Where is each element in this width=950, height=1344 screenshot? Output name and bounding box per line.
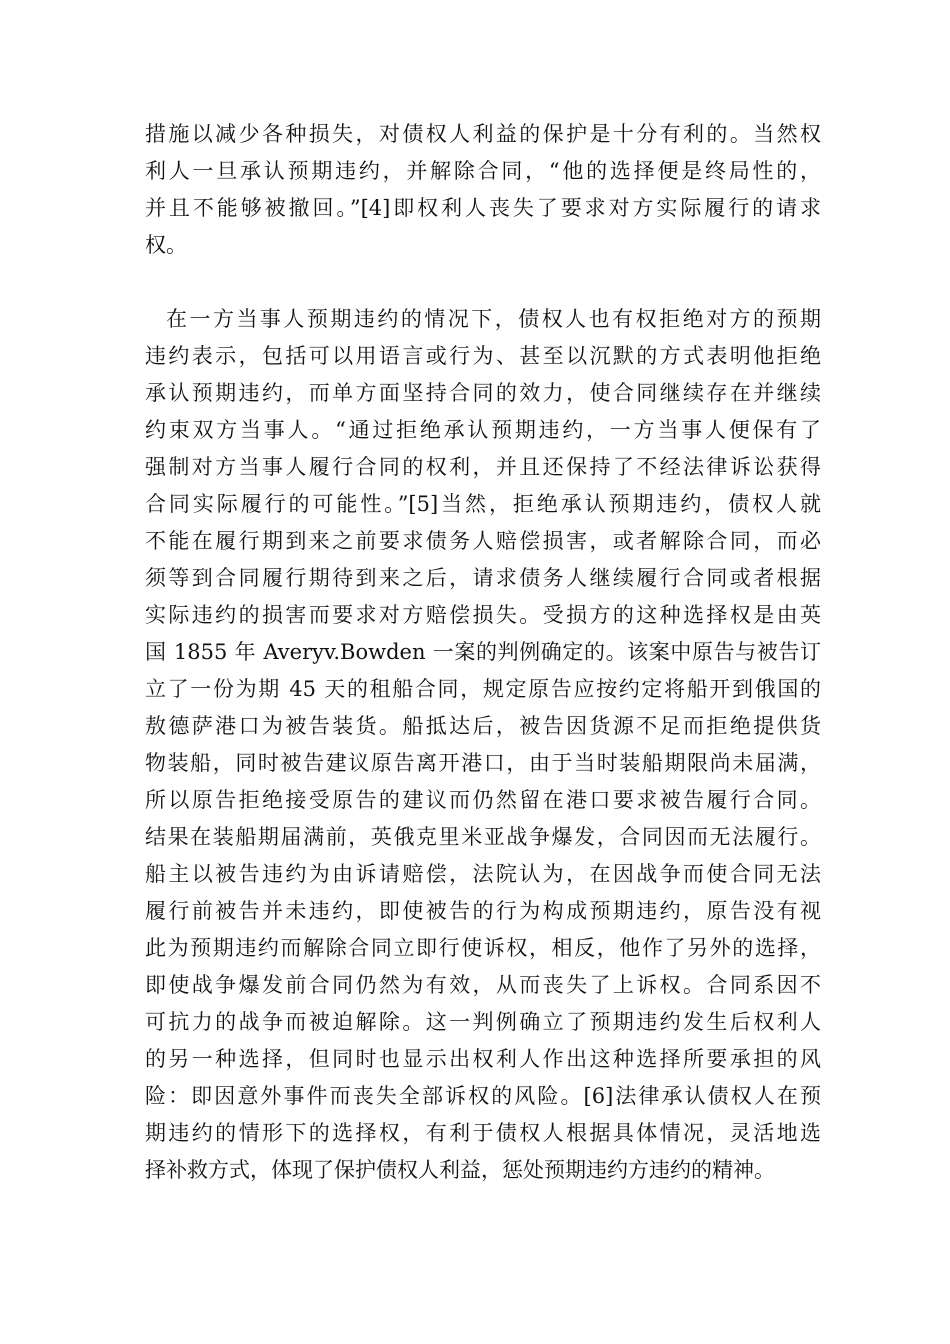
text-line: 须等到合同履行期待到来之后，请求债务人继续履行合同或者根据 [145, 566, 821, 590]
text-line: 实际违约的损害而要求对方赔偿损失。受损方的这种选择权是由英 [145, 603, 821, 627]
body-text [145, 116, 821, 1189]
text-line: 违约表示，包括可以用语言或行为、甚至以沉默的方式表明他拒绝 [145, 344, 821, 368]
text-line: 敖德萨港口为被告装货。船抵达后，被告因货源不足而拒绝提供货 [145, 714, 821, 738]
text-line: 所以原告拒绝接受原告的建议而仍然留在港口要求被告履行合同。 [145, 788, 821, 812]
text-line: 承认预期违约，而单方面坚持合同的效力，使合同继续存在并继续 [145, 381, 821, 405]
text-line: 履行前被告并未违约，即使被告的行为构成预期违约，原告没有视 [145, 899, 821, 923]
text-line: 择补救方式，体现了保护债权人利益，惩处预期违约方违约的精神。 [145, 1158, 775, 1182]
text-line: 权。 [145, 233, 187, 257]
text-line: 期违约的情形下的选择权，有利于债权人根据具体情况，灵活地选 [145, 1121, 821, 1145]
text-line: 可抗力的战争而被迫解除。这一判例确立了预期违约发生后权利人 [145, 1010, 821, 1034]
text-line: 的另一种选择，但同时也显示出权利人作出这种选择所要承担的风 [145, 1047, 821, 1071]
text-line: 此为预期违约而解除合同立即行使诉权，相反，他作了另外的选择， [145, 936, 821, 960]
text-line: 强制对方当事人履行合同的权利，并且还保持了不经法律诉讼获得 [145, 455, 821, 479]
text-line: 利人一旦承认预期违约，并解除合同，“他的选择便是终局性的， [145, 159, 821, 183]
text-line: 合同实际履行的可能性。”[5]当然，拒绝承认预期违约，债权人就 [145, 492, 821, 516]
text-line: 物装船，同时被告建议原告离开港口，由于当时装船期限尚未届满， [145, 751, 821, 775]
text-line: 在一方当事人预期违约的情况下，债权人也有权拒绝对方的预期 [166, 307, 821, 331]
text-line: 约束双方当事人。“通过拒绝承认预期违约，一方当事人便保有了 [145, 418, 821, 442]
text-line: 并且不能够被撤回。”[4]即权利人丧失了要求对方实际履行的请求 [145, 196, 821, 220]
text-line: 措施以减少各种损失，对债权人利益的保护是十分有利的。当然权 [145, 122, 821, 146]
text-line: 即使战争爆发前合同仍然为有效，从而丧失了上诉权。合同系因不 [145, 973, 821, 997]
text-line: 结果在装船期届满前，英俄克里米亚战争爆发，合同因而无法履行。 [145, 825, 821, 849]
text-line: 国 1855 年 Averyv.Bowden 一案的判例确定的。该案中原告与被告订 [145, 640, 821, 664]
text-line: 不能在履行期到来之前要求债务人赔偿损害，或者解除合同，而必 [145, 529, 821, 553]
paragraph-spacer [145, 264, 821, 301]
paragraph-2 [145, 301, 821, 1189]
paragraph-1 [145, 116, 821, 264]
text-line: 立了一份为期 45 天的租船合同，规定原告应按约定将船开到俄国的 [145, 677, 821, 701]
text-line: 险：即因意外事件而丧失全部诉权的风险。[6]法律承认债权人在预 [145, 1084, 821, 1108]
text-line: 船主以被告违约为由诉请赔偿，法院认为，在因战争而使合同无法 [145, 862, 821, 886]
